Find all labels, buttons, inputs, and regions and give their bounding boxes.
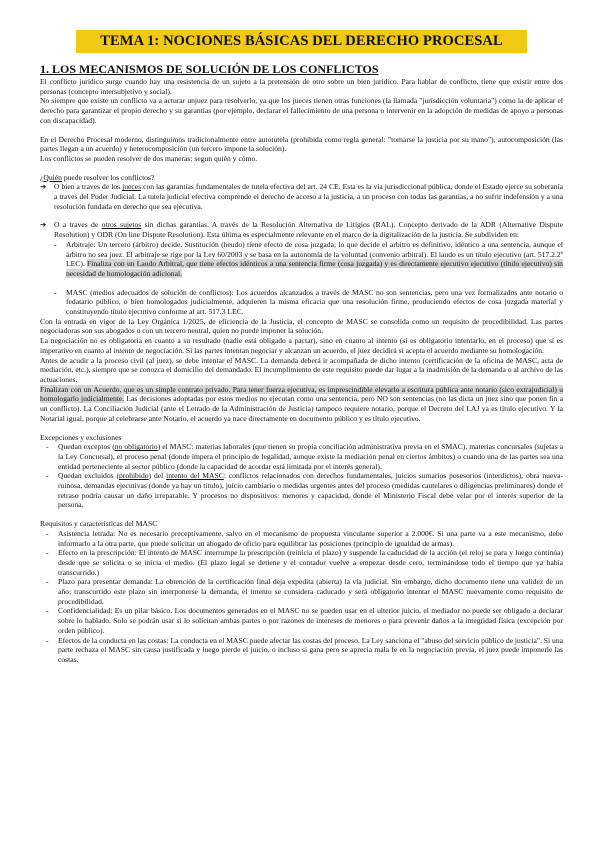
arrow-right-icon: ➔ (40, 182, 47, 192)
requirements-heading: Requisitos y características del MASC (40, 519, 158, 529)
list-item-arbitration: - Arbitraje: Un tercero (árbitro) decide. Sustitución (heudo) tiene efecto de cosa juzgada; lo que decide el arbitro es definitivo, idéntico a una sentencia, aunque el árbitro no sea juez. El arbitraje se rige por la Ley 60/2003 y se basa en la autonomía de la voluntad (convenio arbitral). El laudo es un título ejecutivo (art. 517.2.2º LEC). Finaliza con un Laudo Arbitral, que tiene efectos idénticos a una sentencia firme (cosa juzgada) y es directamente ejecutivo ejecutivo (título ejecutivo) sin necesidad de homologación adicional. (54, 239, 563, 278)
dash-icon: - (46, 528, 49, 538)
paragraph-before-civil-process: Antes de acudir a la proceso civil (al juez), se debe intentar el MASC. La demanda deberá ir acompañada de dicho intento (certificación de la oficina de MASC, acta de mediación, etc.), siempre que se conozca el domicilio del demandado. El incumplimiento de este requisito puede dar lugar a la inadmisión de la demanda o al archivo de las actuaciones. (40, 355, 563, 384)
dash-icon: - (46, 635, 49, 645)
dash-icon: - (46, 606, 49, 616)
paragraph-organic-law: Con la entrada en vigor de la Ley Orgánica 1/2025, de eficiencia de la Justicia, el concepto de MASC se consolida como un requisito de procedibilidad. Las partes negociadoras son sus abogados o con un tercero neutral, quien no puede imponer la solución. (40, 316, 563, 336)
dash-icon: - (46, 442, 49, 452)
paragraph-two-ways: Los conflictos se pueden resolver de dos maneras: segun quién y cómo. (40, 153, 258, 163)
dash-icon: - (46, 471, 49, 481)
document-title: TEMA 1: NOCIONES BÁSICAS DEL DERECHO PROCESAL (100, 33, 503, 49)
dash-icon: - (46, 548, 49, 558)
requirement-legal-assistance: - Asistencia letrada: No es necesario preceptivamente, salvo en el mecanismo de propuesta vinculante superior a 2.000€. Si una parte va a este mecanismo, debe informarlo a la otra parte, que puede solicitar un abogado de oficio para equilibrar las posiciones (principio de igualdad de armas). (40, 529, 563, 548)
exceptions-heading: Excepciones y exclusiones (40, 432, 122, 442)
paragraph-modern-procedural-law: En el Derecho Procesal moderno, distinguimos tradicionalmente entre autotutela (prohibida como regla general: "tomarse la justicia por su mano"), autocomposición (las partes llegan a un acuerdo) y heterocomposición (un tercero impone la solución). (40, 134, 563, 154)
bullet-judges: ➔ O bien a traves de los jueces con las garantías fundamentales de tutela efectiva del art. 24 CE. Esta es la vía jurisdiccional pública, donde el Estado ejerce su soberanía a traves del Poder Judicial. La tutela judicial efectiva comprende el derecho de acceso a la justicia, a un proceso con todas las garantías, a no sufrir indefensión y a una resolución fundada en derecho que sea ejecutiva. (40, 182, 564, 211)
bullet-other-subjects: ➔ O a traves de otros sujetos sin dichas garantías. A través de la Resolución Alternativa de Litigios (RAL). Concepto derivado de la ADR (Alternative Dispute Resolution) y ODR (On line Dispute Resolution). Esta última es especialmente relevante en el marco de la digitalización de la justicia. Se subdividen en: (40, 220, 563, 240)
list-item-masc: - MASC (medios adecuados de solución de conflictos): Los acuerdos alcanzados a través de MASC no son sentencias, pero una vez formalizados ante notario o fedatario público, o bien homologados judicialmente, adquieren la misma eficacia que una resolución firme, produciendo efectos de cosa juzgada material y constituyendo título ejecutivo conforme al art. 517.3 LEC. (54, 287, 563, 317)
exception-excluded: - Quedan excluidos (prohibido) del intento del MASC: conflictos relacionados con derechos fundamentales, juicios sumarios posesorios (interdictos), obra nueva-ruinosa, demandas ejecutivas (donde ya hay un título), juicio cambiario o medidas urgentes antes del proceso (medidas cautelares o diligencias preliminares) donde el retraso podría causar un daño irreparable. Y procesos no dispositivos: menores y capacidad, donde el Ministerio Fiscal debe velar por el interés superior de la persona. (40, 471, 563, 510)
arrow-right-icon: ➔ (40, 220, 47, 230)
dash-icon: - (54, 287, 57, 297)
highlight-arbitration: Finaliza con un Laudo Arbitral, que tiene efectos idénticos a una sentencia firme (cosa juzgada) y es directamente ejecutivo ejecutivo (título ejecutivo) sin necesidad de homologación adicional. (66, 259, 563, 278)
requirement-deadline: - Plazo para presentar demanda: La obtención de la certificación final deja expedita (abierta) la vía judicial. Sin embargo, dicho documento tiene una validez de un año; transcurrido este plazo sin interponerse la demanda, el intento se considera caducado y será obligatorio intentar el MASC nuevamente como requisito de procedibilidad. (40, 577, 563, 606)
question-who: ¿Quién puede resolver los conflictos? (40, 172, 155, 182)
exception-exempt: - Quedan exceptos (no obligatorio) el MASC: materias laborales (que tienen su propia conciliación administrativa previa en el SMAC), materias concursales (sujetas a la Ley Concursal), el proceso penal (donde impera el principio de legalidad, aunque existe la mediación penal en ciertos ámbitos) o cuando una de las partes sea una entidad perteneciente al sector público (donde la capacidad de acordar está limitada por el interés general). (40, 442, 563, 471)
dash-icon: - (46, 577, 49, 587)
dash-icon: - (54, 239, 57, 249)
title-banner (76, 30, 527, 53)
paragraph-conflict-definition: El conflicto jurídico surge cuando hay una resistencia de un sujeto a la pretensión de otro sobre un bien jurídico. Para hablar de conflicto, tiene que existir entre dos personas (concepto intersubjetivo y social). (40, 77, 563, 96)
paragraph-negotiation: La negociación no es obligatoria en cuanto a su resultado (nadie está obligado a pactar), sino en cuanto al intento (sí es obligatorio intentarlo, en el proceso) que sí es imperativo en cuanto al intento de negociación. Si las partes intentan negociar y alcanzan un acuerdo, el juez decidirá si acepta el acuerdo mediante su homologación. (40, 336, 563, 355)
requirement-confidentiality: - Confidencialidad: Es un pilar básico. Los documentos generados en el MASC no se pueden usar en el ulterior juicio, el mediador no puede ser obligado a declarar sobre lo hablado. Solo se podrán usar si lo solicitan ambas partes o por razones de intereses de menores o para prevenir daños a la integridad física (excepción por orden público). (40, 606, 563, 635)
requirement-prescription: - Efecto en la prescripción: El intento de MASC interrumpe la prescripción (reinicia el plazo) y suspende la caducidad de la acción (el reloj se para y luego continúa) desde que se solicita o se inicia el medio. (El plazo legal se detiene y el contador vuelve a empezar desde cero, terminándose todo el tiempo que ya había transcurrido.) (40, 548, 563, 577)
highlight-agreement: Finalizan con un Acuerdo, que es un simple contrato privado. Para tener fuerza ejecutiva, es imprescindible elevarlo a escritura pública ante notario (sico extrajudicial) u homologarlo judicialmente. (40, 384, 563, 404)
paragraph-agreement: Finalizan con un Acuerdo, que es un simple contrato privado. Para tener fuerza ejecutiva, es imprescindible elevarlo a escritura pública ante notario (sico extrajudicial) u homologarlo judicialmente. Las decisiones adoptadas por estos medios no ejecutan como una sentencia, pero NO son sentencias (no las dicta un juez sino que ponen fin a un conflicto). La Conciliación Judicial (ante el Letrado de la Administración de Justicia) tampoco requiere notario, porque el Decreto del LAJ ya es título ejecutivo. Y la Notarial igual, porque al celebrarse ante Notario, el acuerdo ya nace directamente en documento público y es título ejecutivo. (40, 384, 563, 423)
requirement-costs: - Efectos de la conducta en las costas: La conducta en el MASC puede afectar las costas del proceso. La Ley sanciona el "abuso del servicio público de justicia". Si una parte rechaza el MASC sin causa justificada y luego pierde el juicio, o incluso si gana pero se aprecia mala fe en la negociación previa, el juez puede imponerle las costas. (40, 636, 563, 665)
paragraph-voluntary-jurisdiction: No siempre que existe un conflicto va a acturar unjuez para resolverlo, ya que los jueces tienen otras funciones (la llamada "jurisdicción voluntaria") como la de aplicar el derecho para garantizar el propio derecho y su garantías (por ejemplo, declarar el fallecimiento de una persona o intervenir en la adopción de medidas de apoyo a personas con discapacidad). (40, 96, 563, 125)
section-heading: 1. LOS MECANISMOS DE SOLUCIÓN DE LOS CONFLICTOS (40, 62, 379, 76)
